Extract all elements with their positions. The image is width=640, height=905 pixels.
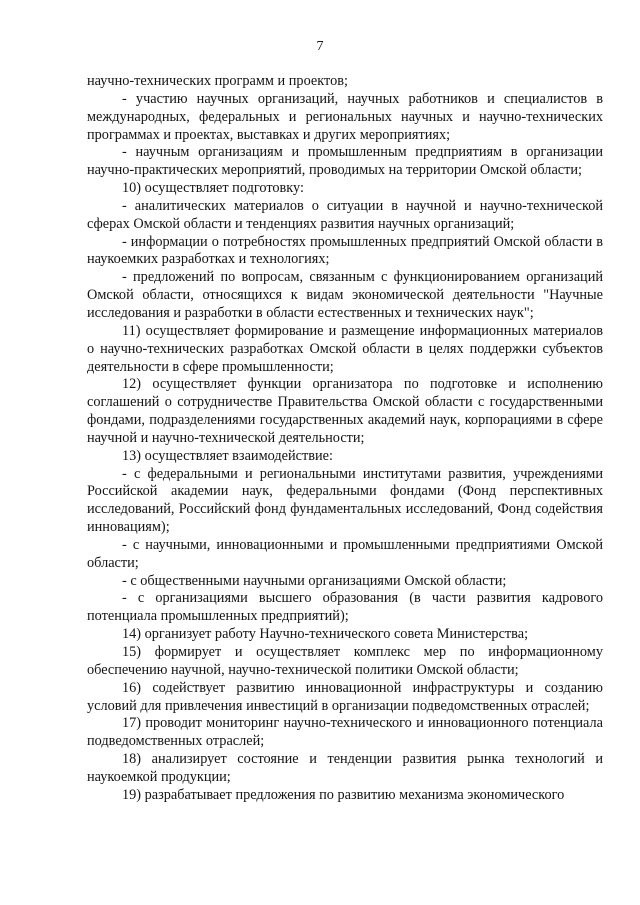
paragraph: 19) разрабатывает предложения по развитию механизма экономического [122,786,565,803]
paragraph: - информации о потребностях промышленных предприятий Омской области в наукоемких разработках и технологиях; [87,233,603,268]
paragraph: 17) проводит мониторинг научно-технического и инновационного потенциала подведомственных отраслей; [87,715,603,750]
paragraph: - предложений по вопросам, связанным с функционированием организаций Омской области, относящихся к видам экономической деятельности "Научные исследования и разработки в области естественных и технических наук"; [87,269,603,321]
paragraph: - с общественными научными организациями Омской области; [122,572,507,589]
paragraph: - с организациями высшего образования (в части развития кадрового потенциала промышленных предприятий); [87,590,603,625]
paragraph: 10) осуществляет подготовку: [122,180,304,197]
paragraph: - участию научных организаций, научных работников и специалистов в международных, федеральных и региональных научных и научно-технических программах и проектах, выставках и других мероприятиях; [87,90,603,143]
paragraph: 15) формирует и осуществляет комплекс мер по информационному обеспечению научной, научно-технической политики Омской области; [87,644,603,678]
paragraph: - с научными, инновационными и промышленными предприятиями Омской области; [87,536,603,571]
paragraph: - научным организациям и промышленным предприятиям в организации научно-практических мероприятий, проводимых на территории Омской области; [87,144,603,179]
paragraph: 18) анализирует состояние и тенденции развития рынка технологий и наукоемкой продукции; [87,751,603,785]
paragraph: научно-технических программ и проектов; [87,73,348,89]
page-number: 7 [316,39,324,54]
paragraph: 16) содействует развитию инновационной инфраструктуры и созданию условий для привлечения инвестиций в организации подведомственных отраслей; [87,679,603,714]
paragraph: - аналитических материалов о ситуации в научной и научно-технической сферах Омской области и тенденциях развития научных организаций; [87,197,603,232]
paragraph: 12) осуществляет функции организатора по подготовке и исполнению соглашений о сотрудничестве Правительства Омской области с государственными фондами, подразделениями государственных академий наук, корпорациями в сфере научной и научно-технической деятельности; [87,376,603,446]
paragraph: - с федеральными и региональными институтами развития, учреждениями Российской академии наук, федеральными фондами (Фонд перспективных исследований, Российский фонд фундаментальных исследований, Фонд содействия инновациям); [87,465,603,536]
document-body [87,73,603,805]
paragraph: 14) организует работу Научно-технического совета Министерства; [122,626,529,643]
paragraph: 13) осуществляет взаимодействие: [122,447,333,464]
paragraph: 11) осуществляет формирование и размещение информационных материалов о научно-технических разработках Омской области в целях поддержки субъектов деятельности в сфере промышленности; [87,322,603,375]
